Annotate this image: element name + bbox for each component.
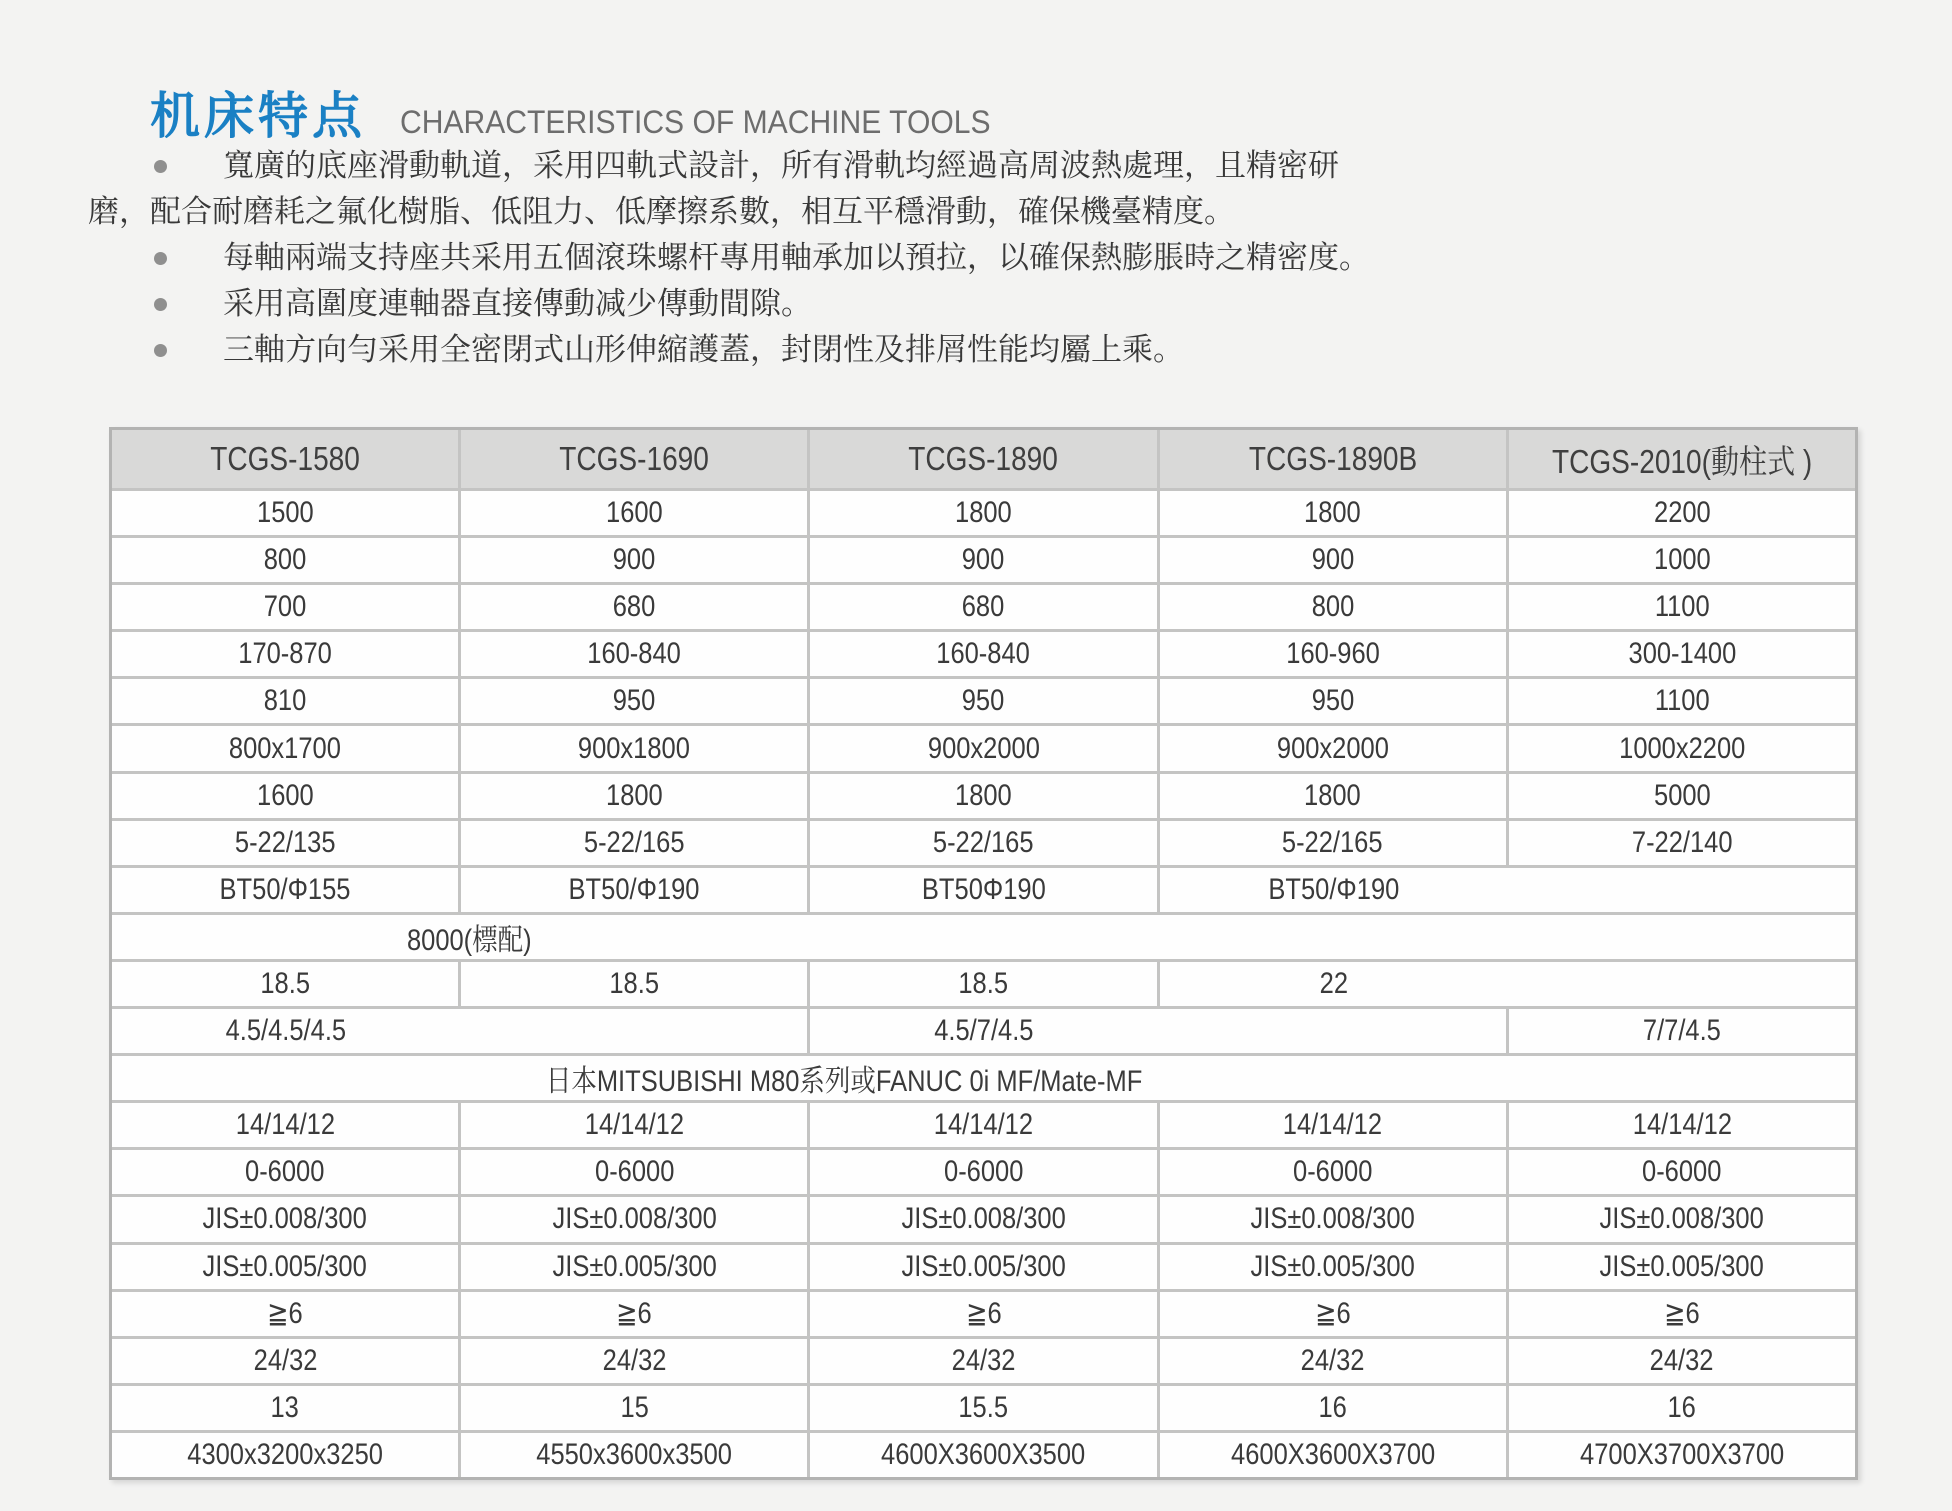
spec-cell xyxy=(810,1009,1505,1053)
feature-line xyxy=(88,281,1688,327)
spec-cell xyxy=(1509,538,1855,582)
spec-cell xyxy=(461,774,807,818)
spec-cell xyxy=(112,1339,458,1383)
spec-cell xyxy=(112,585,458,629)
spec-cell-text: JIS±0.005/300 xyxy=(1250,1249,1415,1283)
spec-cell xyxy=(810,491,1156,535)
spec-cell xyxy=(1509,1292,1855,1336)
spec-cell xyxy=(810,585,1156,629)
feature-line xyxy=(88,235,1688,281)
spec-cell xyxy=(810,1150,1156,1194)
spec-cell xyxy=(112,774,458,818)
spec-cell xyxy=(112,1009,807,1053)
spec-cell xyxy=(461,585,807,629)
spec-cell-text: 950 xyxy=(613,684,656,718)
spec-cell xyxy=(810,821,1156,865)
spec-cell xyxy=(461,1433,807,1477)
spec-cell-text: 18.5 xyxy=(260,966,310,1000)
spec-cell xyxy=(112,1433,458,1477)
feature-text: 三軸方向勻采用全密閉式山形伸縮護蓋，封閉性及排屑性能均屬上乘。 xyxy=(223,332,1184,367)
spec-cell xyxy=(1160,1150,1506,1194)
spec-cell-text: 680 xyxy=(962,590,1005,624)
spec-cell-text: 900x2000 xyxy=(1276,731,1389,765)
spec-cell xyxy=(1509,1433,1855,1477)
spec-cell-text: 24/32 xyxy=(253,1343,317,1377)
spec-cell xyxy=(461,538,807,582)
spec-cell-text: 800 xyxy=(263,543,307,577)
spec-cell-text: ≧6 xyxy=(1314,1297,1351,1331)
spec-cell xyxy=(1509,726,1855,770)
spec-cell xyxy=(1160,774,1506,818)
spec-cell xyxy=(1509,679,1855,723)
spec-cell-text: 900 xyxy=(1311,543,1354,577)
spec-cell-text: 950 xyxy=(962,684,1005,718)
bullet-icon xyxy=(154,344,167,357)
spec-cell-text: 4.5/4.5/4.5 xyxy=(225,1014,347,1048)
spec-cell xyxy=(112,726,458,770)
spec-cell xyxy=(112,1386,458,1430)
spec-cell-text: 0-6000 xyxy=(1292,1155,1373,1189)
spec-cell xyxy=(461,1150,807,1194)
spec-cell-text: 14/14/12 xyxy=(235,1108,335,1142)
spec-cell-text: 160-840 xyxy=(587,637,682,671)
spec-cell-text: 680 xyxy=(613,590,656,624)
spec-cell-text: 4700X3700X3700 xyxy=(1579,1437,1784,1471)
spec-cell xyxy=(1509,1339,1855,1383)
spec-cell-text: 8000(標配) xyxy=(406,923,532,957)
spec-cell xyxy=(461,1197,807,1241)
spec-cell xyxy=(112,632,458,676)
spec-cell-text: 14/14/12 xyxy=(584,1108,684,1142)
feature-list xyxy=(88,143,1688,373)
spec-cell-text: JIS±0.008/300 xyxy=(552,1202,717,1236)
bullet-icon xyxy=(154,252,167,265)
spec-cell xyxy=(112,915,1855,959)
spec-cell-text: 4600X3600X3700 xyxy=(1230,1437,1435,1471)
spec-cell xyxy=(1160,679,1506,723)
spec-cell-text: 24/32 xyxy=(1300,1343,1365,1377)
spec-cell-text: JIS±0.008/300 xyxy=(901,1202,1066,1236)
spec-cell-text: 16 xyxy=(1667,1390,1697,1424)
spec-cell-text: 900 xyxy=(962,543,1005,577)
spec-cell-text: 0-6000 xyxy=(943,1155,1024,1189)
bullet-icon xyxy=(154,298,167,311)
spec-cell xyxy=(810,1245,1156,1289)
spec-cell xyxy=(1160,1292,1506,1336)
spec-cell xyxy=(1509,1386,1855,1430)
spec-cell xyxy=(1160,1197,1506,1241)
spec-cell-text: 900 xyxy=(613,543,656,577)
spec-cell-text: 1800 xyxy=(1304,496,1362,530)
spec-cell-text: 800x1700 xyxy=(229,731,342,765)
spec-cell xyxy=(810,1197,1156,1241)
spec-cell xyxy=(461,491,807,535)
spec-cell-text: ≧6 xyxy=(267,1297,303,1331)
spec-cell-text: 22 xyxy=(1319,966,1348,1000)
spec-cell xyxy=(1509,585,1855,629)
spec-cell-text: JIS±0.005/300 xyxy=(1599,1249,1765,1283)
spec-cell-text: 4.5/7/4.5 xyxy=(934,1014,1034,1048)
spec-cell-text: 5-22/165 xyxy=(1282,825,1384,859)
spec-cell-text: 810 xyxy=(263,684,307,718)
spec-cell-text: 1100 xyxy=(1654,684,1710,718)
spec-cell xyxy=(1509,632,1855,676)
spec-cell xyxy=(810,774,1156,818)
spec-cell xyxy=(810,726,1156,770)
spec-cell-text: 16 xyxy=(1318,1390,1347,1424)
spec-cell-text: 1000x2200 xyxy=(1618,731,1746,765)
spec-cell-text: 5-22/135 xyxy=(234,825,336,859)
feature-line xyxy=(88,143,1688,189)
spec-cell-text: 1800 xyxy=(1304,778,1362,812)
spec-cell xyxy=(1160,962,1855,1006)
spec-cell-text: 900x1800 xyxy=(578,731,691,765)
spec-cell-text: JIS±0.008/300 xyxy=(1250,1202,1415,1236)
spec-cell xyxy=(810,1339,1156,1383)
feature-line xyxy=(88,189,1688,235)
spec-cell xyxy=(810,868,1156,912)
spec-cell xyxy=(1160,491,1506,535)
spec-cell-text: BT50/Φ190 xyxy=(1267,872,1399,906)
spec-cell xyxy=(1160,538,1506,582)
spec-cell xyxy=(1509,1009,1855,1053)
spec-cell xyxy=(112,538,458,582)
spec-cell xyxy=(810,679,1156,723)
spec-cell xyxy=(461,1339,807,1383)
spec-cell xyxy=(112,868,458,912)
spec-cell-text: 0-6000 xyxy=(245,1155,325,1189)
spec-cell xyxy=(1160,1245,1506,1289)
spec-cell-text: 800 xyxy=(1311,590,1354,624)
spec-cell-text: 1600 xyxy=(605,496,663,530)
spec-cell xyxy=(1160,1339,1506,1383)
spec-cell-text: 170-870 xyxy=(238,637,332,671)
spec-cell-text: 2200 xyxy=(1653,496,1711,530)
spec-cell xyxy=(1160,1103,1506,1147)
spec-cell xyxy=(112,962,458,1006)
spec-cell-text: BT50Φ190 xyxy=(921,872,1046,906)
spec-cell xyxy=(461,1103,807,1147)
spec-column-header: TCGS-1890 xyxy=(810,430,1156,488)
spec-cell-text: 1800 xyxy=(955,778,1012,812)
spec-cell xyxy=(810,1103,1156,1147)
spec-column-header: TCGS-1690 xyxy=(461,430,807,488)
spec-cell-text: 15.5 xyxy=(958,1390,1009,1424)
spec-cell-text: BT50/Φ155 xyxy=(219,872,351,906)
spec-cell xyxy=(112,1103,458,1147)
spec-cell-text: 4550x3600x3500 xyxy=(536,1437,733,1471)
spec-cell xyxy=(461,679,807,723)
spec-cell xyxy=(1160,632,1506,676)
spec-cell-text: 1800 xyxy=(605,778,663,812)
spec-column-header: TCGS-2010(動柱式 ) xyxy=(1509,430,1855,488)
feature-text: 磨，配合耐磨耗之氟化樹脂、低阻力、低摩擦系數，相互平穩滑動，確保機臺精度。 xyxy=(88,194,1235,229)
spec-cell xyxy=(461,1245,807,1289)
spec-cell xyxy=(810,632,1156,676)
spec-cell-text: 15 xyxy=(620,1390,649,1424)
spec-column-header: TCGS-1890B xyxy=(1160,430,1506,488)
spec-cell-text: BT50/Φ190 xyxy=(568,872,700,906)
spec-cell-text: 950 xyxy=(1311,684,1354,718)
spec-cell xyxy=(1160,821,1506,865)
spec-cell-text: 14/14/12 xyxy=(1632,1108,1732,1142)
spec-table xyxy=(109,427,1858,1480)
spec-cell xyxy=(461,821,807,865)
spec-cell-text: 160-840 xyxy=(936,637,1031,671)
spec-cell-text: JIS±0.008/300 xyxy=(1599,1202,1765,1236)
spec-cell xyxy=(461,962,807,1006)
spec-cell-text: ≧6 xyxy=(1664,1297,1700,1331)
page-title-en: CHARACTERISTICS OF MACHINE TOOLS xyxy=(400,104,991,140)
spec-cell xyxy=(1160,868,1855,912)
spec-cell xyxy=(810,538,1156,582)
spec-cell-text: 5000 xyxy=(1653,778,1711,812)
spec-cell-text: 24/32 xyxy=(951,1343,1016,1377)
spec-cell-text: 24/32 xyxy=(1649,1343,1714,1377)
spec-cell-text: 日本MITSUBISHI M80系列或FANUC 0i MF/Mate-MF xyxy=(545,1065,1143,1099)
spec-cell xyxy=(1509,1150,1855,1194)
spec-cell-text: JIS±0.008/300 xyxy=(202,1202,368,1236)
spec-cell-text: ≧6 xyxy=(965,1297,1002,1331)
feature-text: 寬廣的底座滑動軌道，采用四軌式設計，所有滑軌均經過高周波熱處理，且精密研 xyxy=(223,148,1339,183)
spec-cell-text: 7-22/140 xyxy=(1631,825,1733,859)
feature-line xyxy=(88,327,1688,373)
spec-cell-text: JIS±0.005/300 xyxy=(552,1249,717,1283)
spec-cell xyxy=(1509,821,1855,865)
spec-cell xyxy=(461,1386,807,1430)
spec-cell-text: 14/14/12 xyxy=(1283,1108,1383,1142)
spec-cell xyxy=(112,491,458,535)
spec-cell xyxy=(461,1292,807,1336)
spec-cell xyxy=(1509,1103,1855,1147)
spec-cell xyxy=(1509,1197,1855,1241)
spec-cell-text: 4300x3200x3250 xyxy=(187,1437,383,1471)
spec-cell xyxy=(461,726,807,770)
spec-cell xyxy=(1509,491,1855,535)
spec-cell xyxy=(1160,585,1506,629)
spec-cell xyxy=(112,679,458,723)
spec-cell-text: JIS±0.005/300 xyxy=(901,1249,1066,1283)
spec-cell-text: 300-1400 xyxy=(1628,637,1736,671)
spec-cell xyxy=(1160,1386,1506,1430)
spec-cell xyxy=(112,1292,458,1336)
spec-cell xyxy=(461,632,807,676)
spec-cell xyxy=(1160,1433,1506,1477)
spec-cell xyxy=(1509,774,1855,818)
spec-cell xyxy=(112,1056,1855,1100)
spec-cell-text: 13 xyxy=(270,1390,300,1424)
spec-cell-text: JIS±0.005/300 xyxy=(202,1249,368,1283)
spec-cell-text: 1600 xyxy=(256,778,314,812)
spec-cell-text: 1000 xyxy=(1653,543,1711,577)
spec-cell xyxy=(112,1150,458,1194)
page-title-zh: 机床特点 xyxy=(150,88,366,144)
spec-cell xyxy=(112,821,458,865)
spec-cell-text: 18.5 xyxy=(609,966,660,1000)
spec-cell-text: 14/14/12 xyxy=(933,1108,1034,1142)
feature-text: 采用高圍度連軸器直接傳動减少傳動間隙。 xyxy=(223,286,812,321)
spec-cell xyxy=(112,1197,458,1241)
feature-text: 每軸兩端支持座共采用五個滾珠螺杆專用軸承加以預拉，以確保熱膨脹時之精密度。 xyxy=(223,240,1370,275)
spec-cell xyxy=(810,1292,1156,1336)
spec-cell-text: 1100 xyxy=(1654,590,1710,624)
spec-cell-text: ≧6 xyxy=(616,1297,653,1331)
spec-cell xyxy=(810,962,1156,1006)
spec-cell xyxy=(461,868,807,912)
bullet-icon xyxy=(154,160,167,173)
spec-cell-text: 900x2000 xyxy=(927,731,1040,765)
spec-cell-text: 5-22/165 xyxy=(583,825,685,859)
spec-cell xyxy=(810,1386,1156,1430)
page-title xyxy=(150,76,1028,148)
spec-cell-text: 18.5 xyxy=(958,966,1009,1000)
spec-cell-text: 0-6000 xyxy=(1642,1155,1722,1189)
spec-cell xyxy=(1160,726,1506,770)
spec-cell-text: 700 xyxy=(263,590,307,624)
spec-cell-text: 7/7/4.5 xyxy=(1642,1014,1721,1048)
spec-column-header: TCGS-1580 xyxy=(112,430,458,488)
spec-cell-text: 1800 xyxy=(955,496,1012,530)
spec-cell xyxy=(112,1245,458,1289)
spec-cell-text: 4600X3600X3500 xyxy=(881,1437,1086,1471)
spec-cell-text: 5-22/165 xyxy=(933,825,1034,859)
spec-cell-text: 160-960 xyxy=(1285,637,1380,671)
spec-cell xyxy=(810,1433,1156,1477)
spec-cell-text: 1500 xyxy=(256,496,314,530)
spec-cell-text: 0-6000 xyxy=(594,1155,674,1189)
spec-cell-text: 24/32 xyxy=(602,1343,667,1377)
spec-cell xyxy=(1509,1245,1855,1289)
